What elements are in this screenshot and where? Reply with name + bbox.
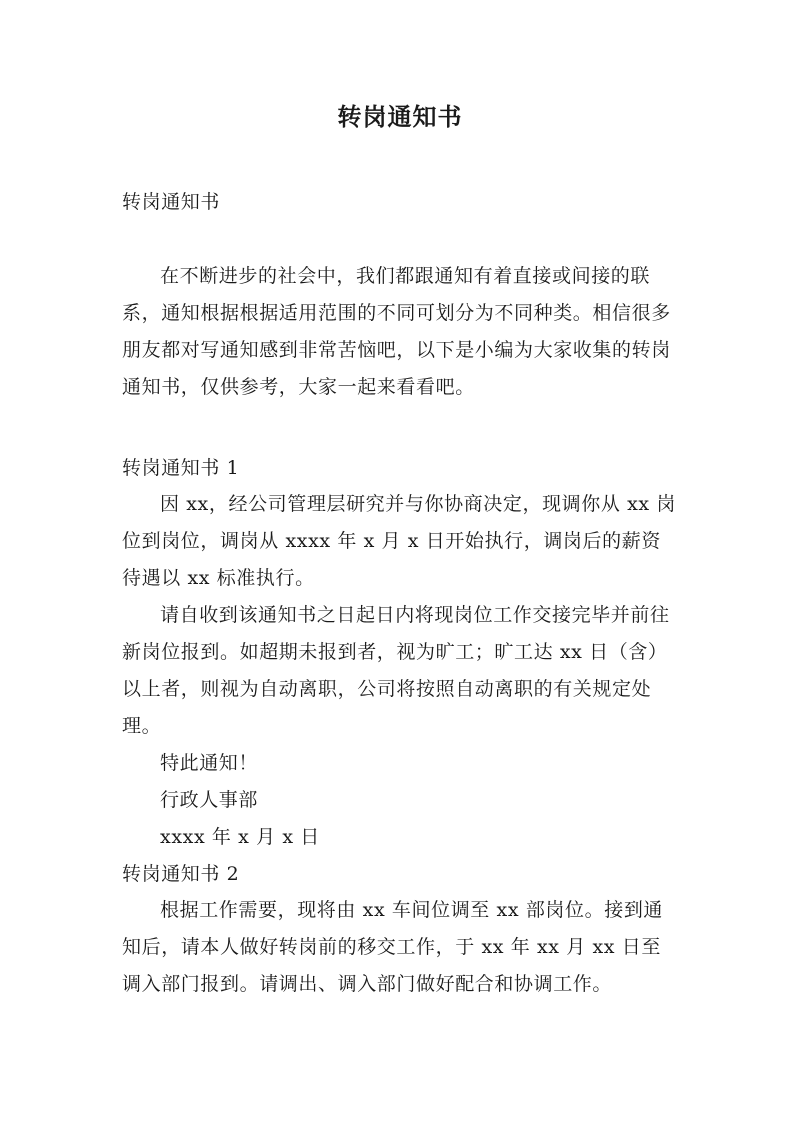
section-2-heading: 转岗通知书 2: [122, 863, 240, 885]
section-1-paragraph-1: 因 xx，经公司管理层研究并与你协商决定，现调你从 xx 岗位到岗位，调岗从 xxxx 年 x 月 x 日开始执行，调岗后的薪资待遇以 xx 标准执行。: [122, 493, 676, 589]
section-1-paragraph-2: 请自收到该通知书之日起日内将现岗位工作交接完毕并前往新岗位报到。如超期未报到者，视为旷工；旷工达 xx 日（含）以上者，则视为自动离职，公司将按照自动离职的有关规定处理。: [122, 604, 670, 737]
section-1-heading: 转岗通知书 1: [122, 457, 240, 479]
section-1-department: 行政人事部: [160, 789, 259, 811]
document-subtitle: 转岗通知书: [122, 191, 221, 213]
document-title: 转岗通知书: [337, 103, 463, 131]
section-1-date: xxxx 年 x 月 x 日: [160, 826, 320, 848]
intro-paragraph: 在不断进步的社会中，我们都跟通知有着直接或间接的联系，通知根据根据适用范围的不同可划分为不同种类。相信很多朋友都对写通知感到非常苦恼吧，以下是小编为大家收集的转岗通知书，仅供参考，大家一起来看看吧。: [122, 265, 671, 398]
section-1-closing: 特此通知！: [160, 752, 259, 774]
section-2-paragraph-1: 根据工作需要，现将由 xx 车间位调至 xx 部岗位。接到通知后，请本人做好转岗前的移交工作，于 xx 年 xx 月 xx 日至调入部门报到。请调出、调入部门做好配合和协调工作。: [122, 899, 664, 995]
